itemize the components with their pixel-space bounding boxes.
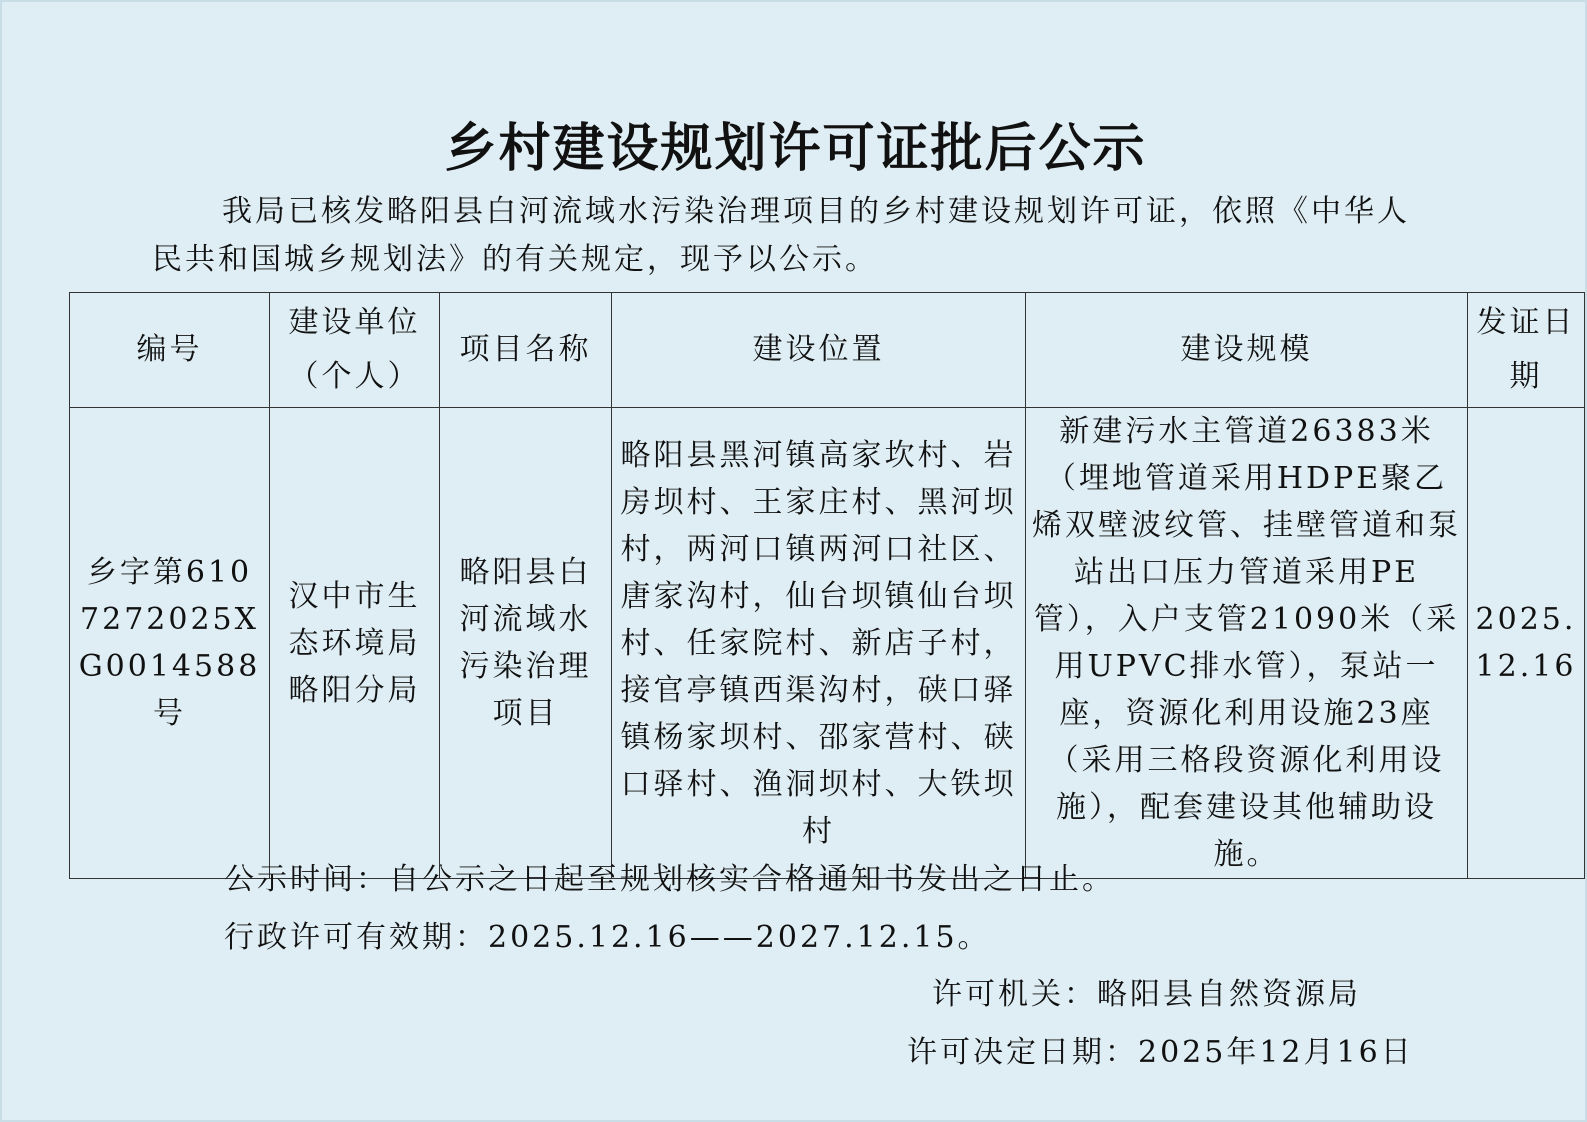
cell-unit: 汉中市生态环境局略阳分局: [270, 408, 440, 879]
cell-date: 2025.12.16: [1468, 408, 1585, 879]
table-row: [70, 408, 1585, 879]
table-header-row: [70, 293, 1585, 408]
publicity-time: 公示时间：自公示之日起至规划核实合格通知书发出之日止。: [224, 862, 1115, 897]
header-unit: 建设单位（个人）: [270, 293, 440, 408]
header-project: 项目名称: [440, 293, 612, 408]
header-date: 发证日期: [1468, 293, 1585, 408]
cell-scale: 新建污水主管道26383米（埋地管道采用HDPE聚乙烯双壁波纹管、挂壁管道和泵站出口压力管道采用PE管），入户支管21090米（采用UPVC排水管），泵站一座，资源化利用设施23座（采用三格段资源化利用设施），配套建设其他辅助设施。: [1026, 408, 1468, 879]
decision-date: 许可决定日期：2025年12月16日: [907, 1035, 1414, 1070]
cell-location: 略阳县黑河镇高家坎村、岩房坝村、王家庄村、黑河坝村，两河口镇两河口社区、唐家沟村，仙台坝镇仙台坝村、任家院村、新店子村，接官亭镇西渠沟村，硖口驿镇杨家坝村、邵家营村、硖口驿村、渔洞坝村、大铁坝村: [612, 408, 1026, 879]
cell-project: 略阳县白河流域水污染治理项目: [440, 408, 612, 879]
header-location: 建设位置: [612, 293, 1026, 408]
validity-period: 行政许可有效期：2025.12.16——2027.12.15。: [224, 920, 991, 955]
intro-paragraph: 我局已核发略阳县白河流域水污染治理项目的乡村建设规划许可证，依照《中华人民共和国城乡规划法》的有关规定，现予以公示。: [152, 194, 1410, 277]
cell-number: 乡字第6107272025XG0014588号: [70, 408, 270, 879]
header-number: 编号: [70, 293, 270, 408]
page-title: 乡村建设规划许可证批后公示: [444, 119, 1147, 179]
header-scale: 建设规模: [1026, 293, 1468, 408]
issuing-authority: 许可机关：略阳县自然资源局: [932, 977, 1361, 1012]
permit-table: [69, 292, 1585, 879]
